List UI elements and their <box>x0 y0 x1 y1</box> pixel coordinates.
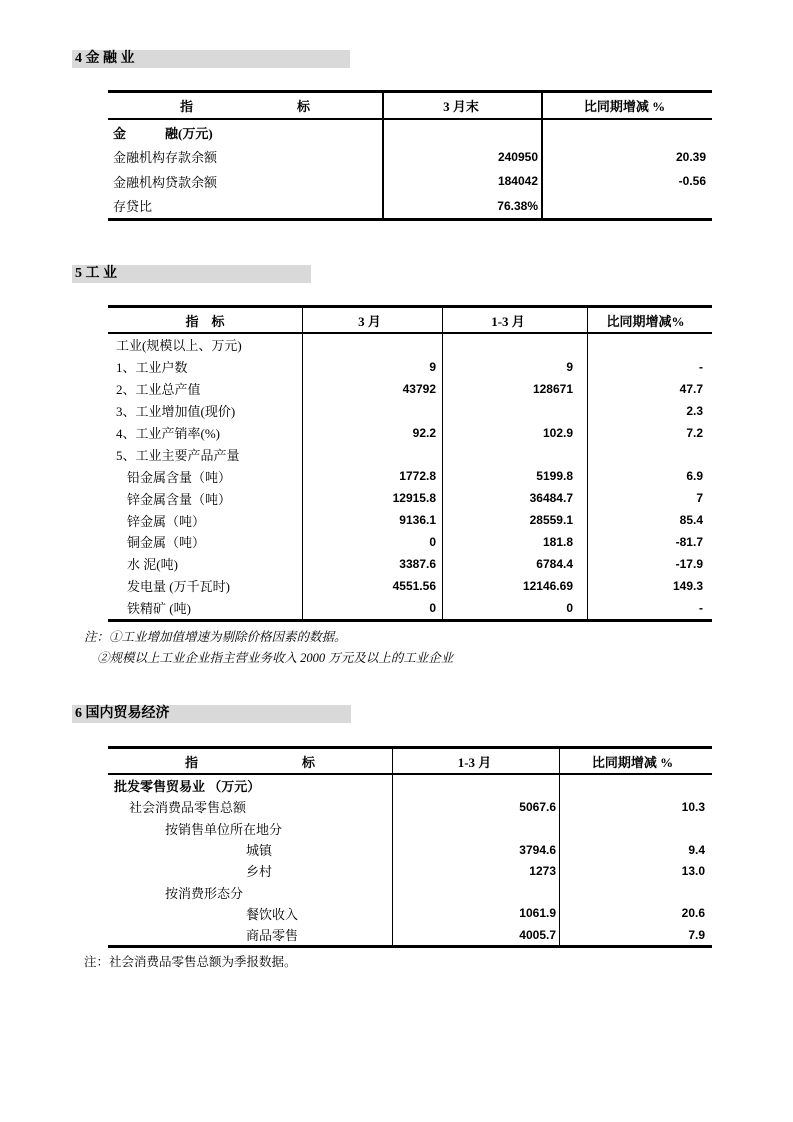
row-value: 9.4 <box>688 842 705 857</box>
table-row <box>108 443 712 465</box>
industry-note-1: 注：①工业增加值增速为剔除价格因素的数据。 <box>84 630 347 644</box>
row-value: 2.3 <box>686 403 703 418</box>
row-value: 240950 <box>384 145 543 170</box>
finance-header-indicator: 指 标 <box>108 93 384 118</box>
row-value <box>303 400 443 422</box>
row-value: 20.6 <box>681 906 705 921</box>
row-value: 36484.7 <box>443 487 588 509</box>
table-row <box>108 509 712 531</box>
industry-header-yoy-change: 比同期增减% <box>606 313 685 329</box>
table-row <box>108 145 712 170</box>
row-label: 3、工业增加值(现价) <box>108 400 303 422</box>
table-row <box>108 356 712 378</box>
industry-table-body <box>108 334 712 619</box>
industry-header-indicator: 指 标 <box>108 308 303 332</box>
trade-header-indicator: 指 标 <box>108 749 393 773</box>
row-value: 10.3 <box>681 799 705 814</box>
table-row <box>108 924 712 945</box>
table-row <box>108 553 712 575</box>
row-value: 0 <box>303 531 443 553</box>
table-row <box>108 422 712 444</box>
row-label: 锌金属含量（吨） <box>108 487 303 509</box>
row-value: 7.2 <box>686 425 703 440</box>
table-row <box>108 597 712 619</box>
row-label: 按销售单位所在地分 <box>108 818 393 839</box>
row-value: 47.7 <box>679 381 703 396</box>
table-row <box>108 120 712 145</box>
row-value: 1273 <box>393 860 560 881</box>
industry-header-jan-mar: 1-3 月 <box>443 308 588 332</box>
table-row <box>108 334 712 356</box>
row-value: 4551.56 <box>303 575 443 597</box>
row-label: 批发零售贸易业 （万元） <box>108 775 393 796</box>
row-label: 工业(规模以上、万元) <box>108 334 303 356</box>
row-value: 9 <box>443 356 588 378</box>
table-row <box>108 839 712 860</box>
row-value <box>384 120 543 145</box>
row-label: 存贷比 <box>108 194 384 219</box>
industry-note-2: ②规模以上工业企业指主营业务收入 2000 万元及以上的工业企业 <box>97 651 454 665</box>
row-value <box>560 775 712 796</box>
row-label: 商品零售 <box>108 924 393 945</box>
table-row <box>108 796 712 817</box>
row-value <box>393 775 560 796</box>
section-heading-finance: 4 金 融 业 <box>72 50 350 68</box>
row-value <box>393 818 560 839</box>
industry-header-march: 3 月 <box>303 308 443 332</box>
finance-header-yoy-change: 比同期增减 % <box>583 99 666 114</box>
row-value <box>543 194 712 219</box>
row-value: 7.9 <box>688 927 705 942</box>
row-value: 12915.8 <box>303 487 443 509</box>
row-value <box>393 881 560 902</box>
row-value: 3794.6 <box>393 839 560 860</box>
row-label: 按消费形态分 <box>108 881 393 902</box>
row-label: 铜金属（吨） <box>108 531 303 553</box>
finance-table-header <box>108 93 712 120</box>
row-value: 6784.4 <box>443 553 588 575</box>
table-row <box>108 465 712 487</box>
industry-table <box>108 305 712 622</box>
trade-note-1: 注：社会消费品零售总额为季报数据。 <box>84 955 297 969</box>
section-heading-industry: 5 工 业 <box>72 265 311 283</box>
row-label: 社会消费品零售总额 <box>108 796 393 817</box>
row-value <box>443 334 588 356</box>
table-row <box>108 881 712 902</box>
row-label: 发电量 (万千瓦时) <box>108 575 303 597</box>
row-value: 20.39 <box>675 149 706 164</box>
row-value: 128671 <box>443 378 588 400</box>
row-value: 1061.9 <box>393 903 560 924</box>
row-value <box>588 443 712 465</box>
row-value: 4005.7 <box>393 924 560 945</box>
row-label: 铅金属含量（吨） <box>108 465 303 487</box>
section-heading-trade: 6 国内贸易经济 <box>72 705 351 723</box>
row-value: 92.2 <box>303 422 443 444</box>
row-value: 76.38% <box>384 194 543 219</box>
row-value: 28559.1 <box>443 509 588 531</box>
table-row <box>108 903 712 924</box>
table-row <box>108 400 712 422</box>
trade-table-header <box>108 749 712 775</box>
trade-table-body <box>108 775 712 945</box>
row-value: - <box>699 359 703 374</box>
row-value <box>443 443 588 465</box>
row-value: 6.9 <box>686 469 703 484</box>
table-row <box>108 169 712 194</box>
row-value <box>588 334 712 356</box>
row-value <box>443 400 588 422</box>
row-label: 乡村 <box>108 860 393 881</box>
finance-table <box>108 90 712 221</box>
row-label: 金融机构存款余额 <box>108 145 384 170</box>
row-value: - <box>699 600 703 615</box>
row-value: 13.0 <box>681 863 705 878</box>
table-row <box>108 860 712 881</box>
table-row <box>108 487 712 509</box>
trade-header-jan-mar: 1-3 月 <box>393 749 560 773</box>
row-label: 金融机构贷款余额 <box>108 169 384 194</box>
table-row <box>108 531 712 553</box>
row-value <box>560 881 712 902</box>
row-value <box>543 120 712 145</box>
row-value: 184042 <box>384 169 543 194</box>
row-value: 5199.8 <box>443 465 588 487</box>
table-row <box>108 818 712 839</box>
row-value: 43792 <box>303 378 443 400</box>
row-value: 12146.69 <box>443 575 588 597</box>
row-value: -0.56 <box>678 174 706 189</box>
row-value: 181.8 <box>443 531 588 553</box>
row-label: 5、工业主要产品产量 <box>108 443 303 465</box>
row-value <box>303 443 443 465</box>
trade-header-yoy-change: 比同期增减 % <box>591 754 674 770</box>
row-label: 铁精矿 (吨) <box>108 597 303 619</box>
trade-table <box>108 746 712 948</box>
row-label: 金 融(万元) <box>108 120 384 145</box>
row-value: 0 <box>443 597 588 619</box>
row-value: 102.9 <box>443 422 588 444</box>
row-label: 锌金属（吨） <box>108 509 303 531</box>
table-row <box>108 194 712 219</box>
table-row <box>108 775 712 796</box>
row-value: -17.9 <box>675 556 703 571</box>
row-value: 5067.6 <box>393 796 560 817</box>
finance-header-march-end: 3 月末 <box>384 93 543 118</box>
row-value: 9136.1 <box>303 509 443 531</box>
row-label: 水 泥(吨) <box>108 553 303 575</box>
row-value: 7 <box>696 491 703 506</box>
row-value: 149.3 <box>672 578 703 593</box>
row-value: 0 <box>303 597 443 619</box>
table-row <box>108 575 712 597</box>
row-label: 4、工业产销率(%) <box>108 422 303 444</box>
row-value: 9 <box>303 356 443 378</box>
finance-table-body <box>108 120 712 218</box>
row-value <box>303 334 443 356</box>
row-label: 1、工业户数 <box>108 356 303 378</box>
row-label: 餐饮收入 <box>108 903 393 924</box>
row-value: 85.4 <box>679 513 703 528</box>
row-value: 3387.6 <box>303 553 443 575</box>
row-label: 2、工业总产值 <box>108 378 303 400</box>
table-row <box>108 378 712 400</box>
row-value: 1772.8 <box>303 465 443 487</box>
row-value <box>560 818 712 839</box>
row-label: 城镇 <box>108 839 393 860</box>
industry-table-header <box>108 308 712 334</box>
row-value: -81.7 <box>675 534 703 549</box>
